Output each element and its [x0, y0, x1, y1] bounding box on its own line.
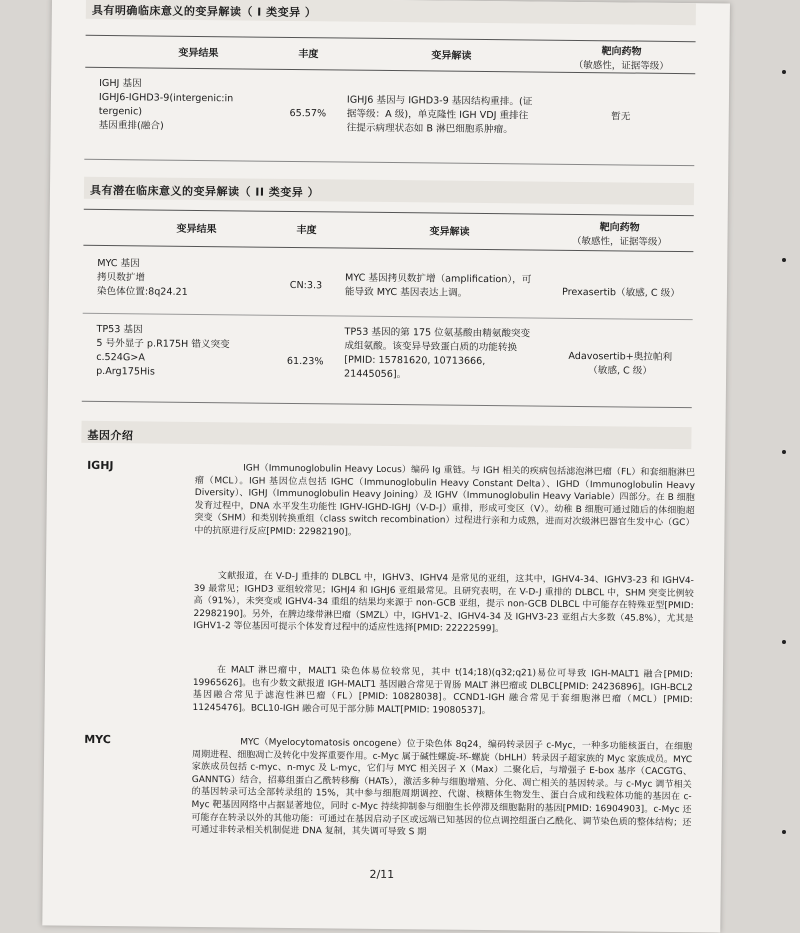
report-page [42, 0, 730, 932]
header-variant: 变异结果 [176, 223, 217, 236]
header-drug [561, 42, 681, 72]
header-drug-line1: 靶向药物 [599, 222, 640, 234]
variant-line: p.Arg175His [96, 365, 155, 378]
section-title-class1: 具有明确临床意义的变异解读（ I 类变异 ） [91, 3, 317, 20]
header-interpretation: 变异解读 [431, 50, 472, 62]
section-title-class2: 具有潜在临床意义的变异解读（ II 类变异 ） [89, 183, 320, 200]
header-drug-line2: （敏感性，证据等级） [571, 235, 668, 248]
binder-hole [782, 830, 786, 834]
interpretation-line: TP53 基因的第 175 位氨基酸由精氨酸突变 [344, 326, 531, 340]
drug-line: （敏感, C 级） [588, 365, 653, 377]
class2-interpretation [344, 326, 555, 384]
variant-line: TP53 基因 [96, 323, 143, 336]
gene-name-ighj: IGHJ [87, 458, 114, 473]
binder-hole [782, 640, 786, 644]
class2-drug [554, 350, 686, 379]
interpretation-line: 往提示病理状态如 B 淋巴细胞系肿瘤。 [346, 122, 513, 136]
variant-line: 染色体位置:8q24.21 [96, 285, 188, 298]
table-rule [82, 401, 692, 408]
gene-name-myc: MYC [84, 732, 111, 747]
class2-drug: Prexasertib（敏感, C 级） [561, 286, 680, 300]
interpretation-line: MYC 基因拷贝数扩增（amplification），可 [345, 272, 532, 286]
class1-interpretation [347, 94, 557, 138]
table-rule [84, 159, 694, 166]
header-drug-line2: （敏感性，证据等级） [573, 59, 669, 72]
interpretation-line: [PMID: 15781620, 10713666, [344, 354, 486, 368]
class1-drug: 暂无 [611, 111, 631, 123]
header-variant: 变异结果 [178, 47, 219, 60]
gene-paragraph: IGH（Immunoglobulin Heavy Locus）编码 Ig 重链。与 IGH 相关的疾病包括滤泡淋巴瘤（FL）和套细胞淋巴瘤（MCL）。IGH 基因位点包括 IGHC（Immunoglobulin Heavy Constant Delta）、IGHD（Immunoglobulin Heavy Diversity）、IGHJ（Immunoglobulin Heavy Joining）及 IGHV（Immunoglobulin Heavy Variable）四部分。在 B 细胞发育过程中，DNA 水平发生功能性 IGHV-IGHD-IGHJ（V-D-J）重排，形成可变区（V）。幼稚 B 细胞可通过随后的体细胞超突变（SHM）和类别转换重组（class switch recombination）过程进行亲和力成熟，进而对次级淋巴器官生发中心（GC）中的抗原进行反应[PMID: 22982190]。 [194, 463, 696, 538]
header-drug [559, 218, 679, 248]
interpretation-line: 21445056]。 [344, 368, 407, 381]
class1-abundance: 65.57% [289, 107, 327, 120]
page-number: 2/11 [369, 867, 395, 882]
variant-line: 5 号外显子 p.R175H 错义突变 [96, 337, 230, 351]
binder-hole [782, 258, 786, 262]
class2-variant-cell [97, 257, 267, 301]
variant-line: IGHJ6-IGHD3-9(intergenic:in [98, 91, 234, 105]
variant-line: 拷贝数扩增 [97, 271, 146, 284]
class2-variant-cell [96, 323, 267, 381]
gene-paragraph: 在 MALT 淋巴瘤中，MALT1 染色体易位较常见，其中 t(14;18)(q32;q21)易位可导致 IGH-MALT1 融合[PMID: 19965626]。也有少数文献报道 IGH-MALT1 基因融合常见于胃肠 MALT 淋巴瘤或 DLBCL[PMID: 24236896]。IGH-BCL2 基因融合常见于滤泡性淋巴瘤（FL）[PMID: 10828038]。CCND1-IGH 融合常见于套细胞淋巴瘤（MCL）[PMID: 11245476]。BCL10-IGH 融合可见于部分肺 MALT[PMID: 19080537]。 [192, 665, 693, 716]
interpretation-line: 成组氨酸。该变异导致蛋白质的功能转换 [344, 340, 518, 354]
variant-line: MYC 基因 [97, 257, 140, 270]
drug-line: Adavosertib+奥拉帕利 [568, 350, 673, 363]
variant-line: 基因重排(融合) [98, 119, 164, 132]
header-abundance: 丰度 [298, 49, 319, 61]
class2-abundance: CN:3.3 [289, 279, 323, 292]
variant-line: tergenic) [98, 105, 143, 118]
gene-paragraph: MYC（Myelocytomatosis oncogene）位于染色体 8q24，编码转录因子 c-Myc，一种多功能核蛋白，在细胞周期进程、细胞凋亡及转化中发挥重要作用。c-Myc 属于碱性螺旋-环-螺旋（bHLH）转录因子超家族的 Myc 家族成员。MYC 家族成员包括 c-myc、n-myc 及 L-myc，它们与 MYC 相关因子 X（Max）二聚化后，与增强子 E-box 基序（CACGTG、GANNTG）结合，招募组蛋白乙酰转移酶（HATs），激活多种与细胞增殖、分化、凋亡相关的基因转录。与 c-Myc 调节相关的基因转录可达全部转录组的 15%，其中参与细胞周期调控、代谢、核糖体生物发生、蛋白合成和线粒体功能的基因在 c-Myc 靶基因网络中占据显著地位，同时 c-Myc 持续抑制参与细胞生长停滞及细胞黏附的基因[PMID: 16904903]。c-Myc 还可能存在转录以外的其他功能：可通过在基因启动子区或远端已知基因的位点调控组蛋白乙酰化、调节染色质的整体结构；还可通过非转录相关机制促进 DNA 复制，其失调可导致 S 期 [191, 737, 693, 838]
section-header-band [81, 421, 691, 449]
table-rule [86, 35, 696, 42]
variant-line: c.524G>A [96, 351, 145, 364]
header-abundance: 丰度 [296, 225, 317, 237]
class2-interpretation [345, 272, 555, 302]
class1-variant-cell [99, 77, 270, 135]
header-drug-line1: 靶向药物 [601, 46, 642, 58]
binder-hole [782, 70, 786, 74]
interpretation-line: 能导致 MYC 基因表达上调。 [344, 286, 468, 299]
table-rule [83, 313, 693, 320]
class2-abundance: 61.23% [286, 355, 324, 368]
variant-line: IGHJ 基因 [99, 77, 142, 90]
interpretation-line: IGHJ6 基因与 IGHD3-9 基因结构重排。(证 [346, 94, 533, 108]
interpretation-line: 据等级：A 级)，单克隆性 IGH VDJ 重排往 [346, 108, 529, 122]
gene-intro-title: 基因介绍 [87, 428, 134, 443]
gene-paragraph: 文献报道，在 V-D-J 重排的 DLBCL 中，IGHV3、IGHV4 是常见的亚组，这其中，IGHV4-34、IGHV3-23 和 IGHV4-39 最常见；IGHD3 亚组较常见；IGHJ4 和 IGHJ6 亚组最常见。且研究表明，在 V-D-J 重排的 DLBCL 中，SHM 突变比例较高（91%），未突变或 IGHV4-34 重组的结果均来源于 non-GCB 亚组，提示 non-GCB DLBCL 中可能存在特殊亚型[PMID: 22982190]。另外，在脾边缘带淋巴瘤（SMZL）中，IGHV1-2、IGHV4-34 及 IGHV3-23 亚组占大多数（45.8%），尤其是 IGHV1-2 等位基因可提示个体发育过程中的适应性选择[PMID: 22222599]。 [193, 571, 694, 635]
binder-hole [782, 450, 786, 454]
table-rule [84, 209, 694, 216]
header-interpretation: 变异解读 [429, 226, 470, 238]
